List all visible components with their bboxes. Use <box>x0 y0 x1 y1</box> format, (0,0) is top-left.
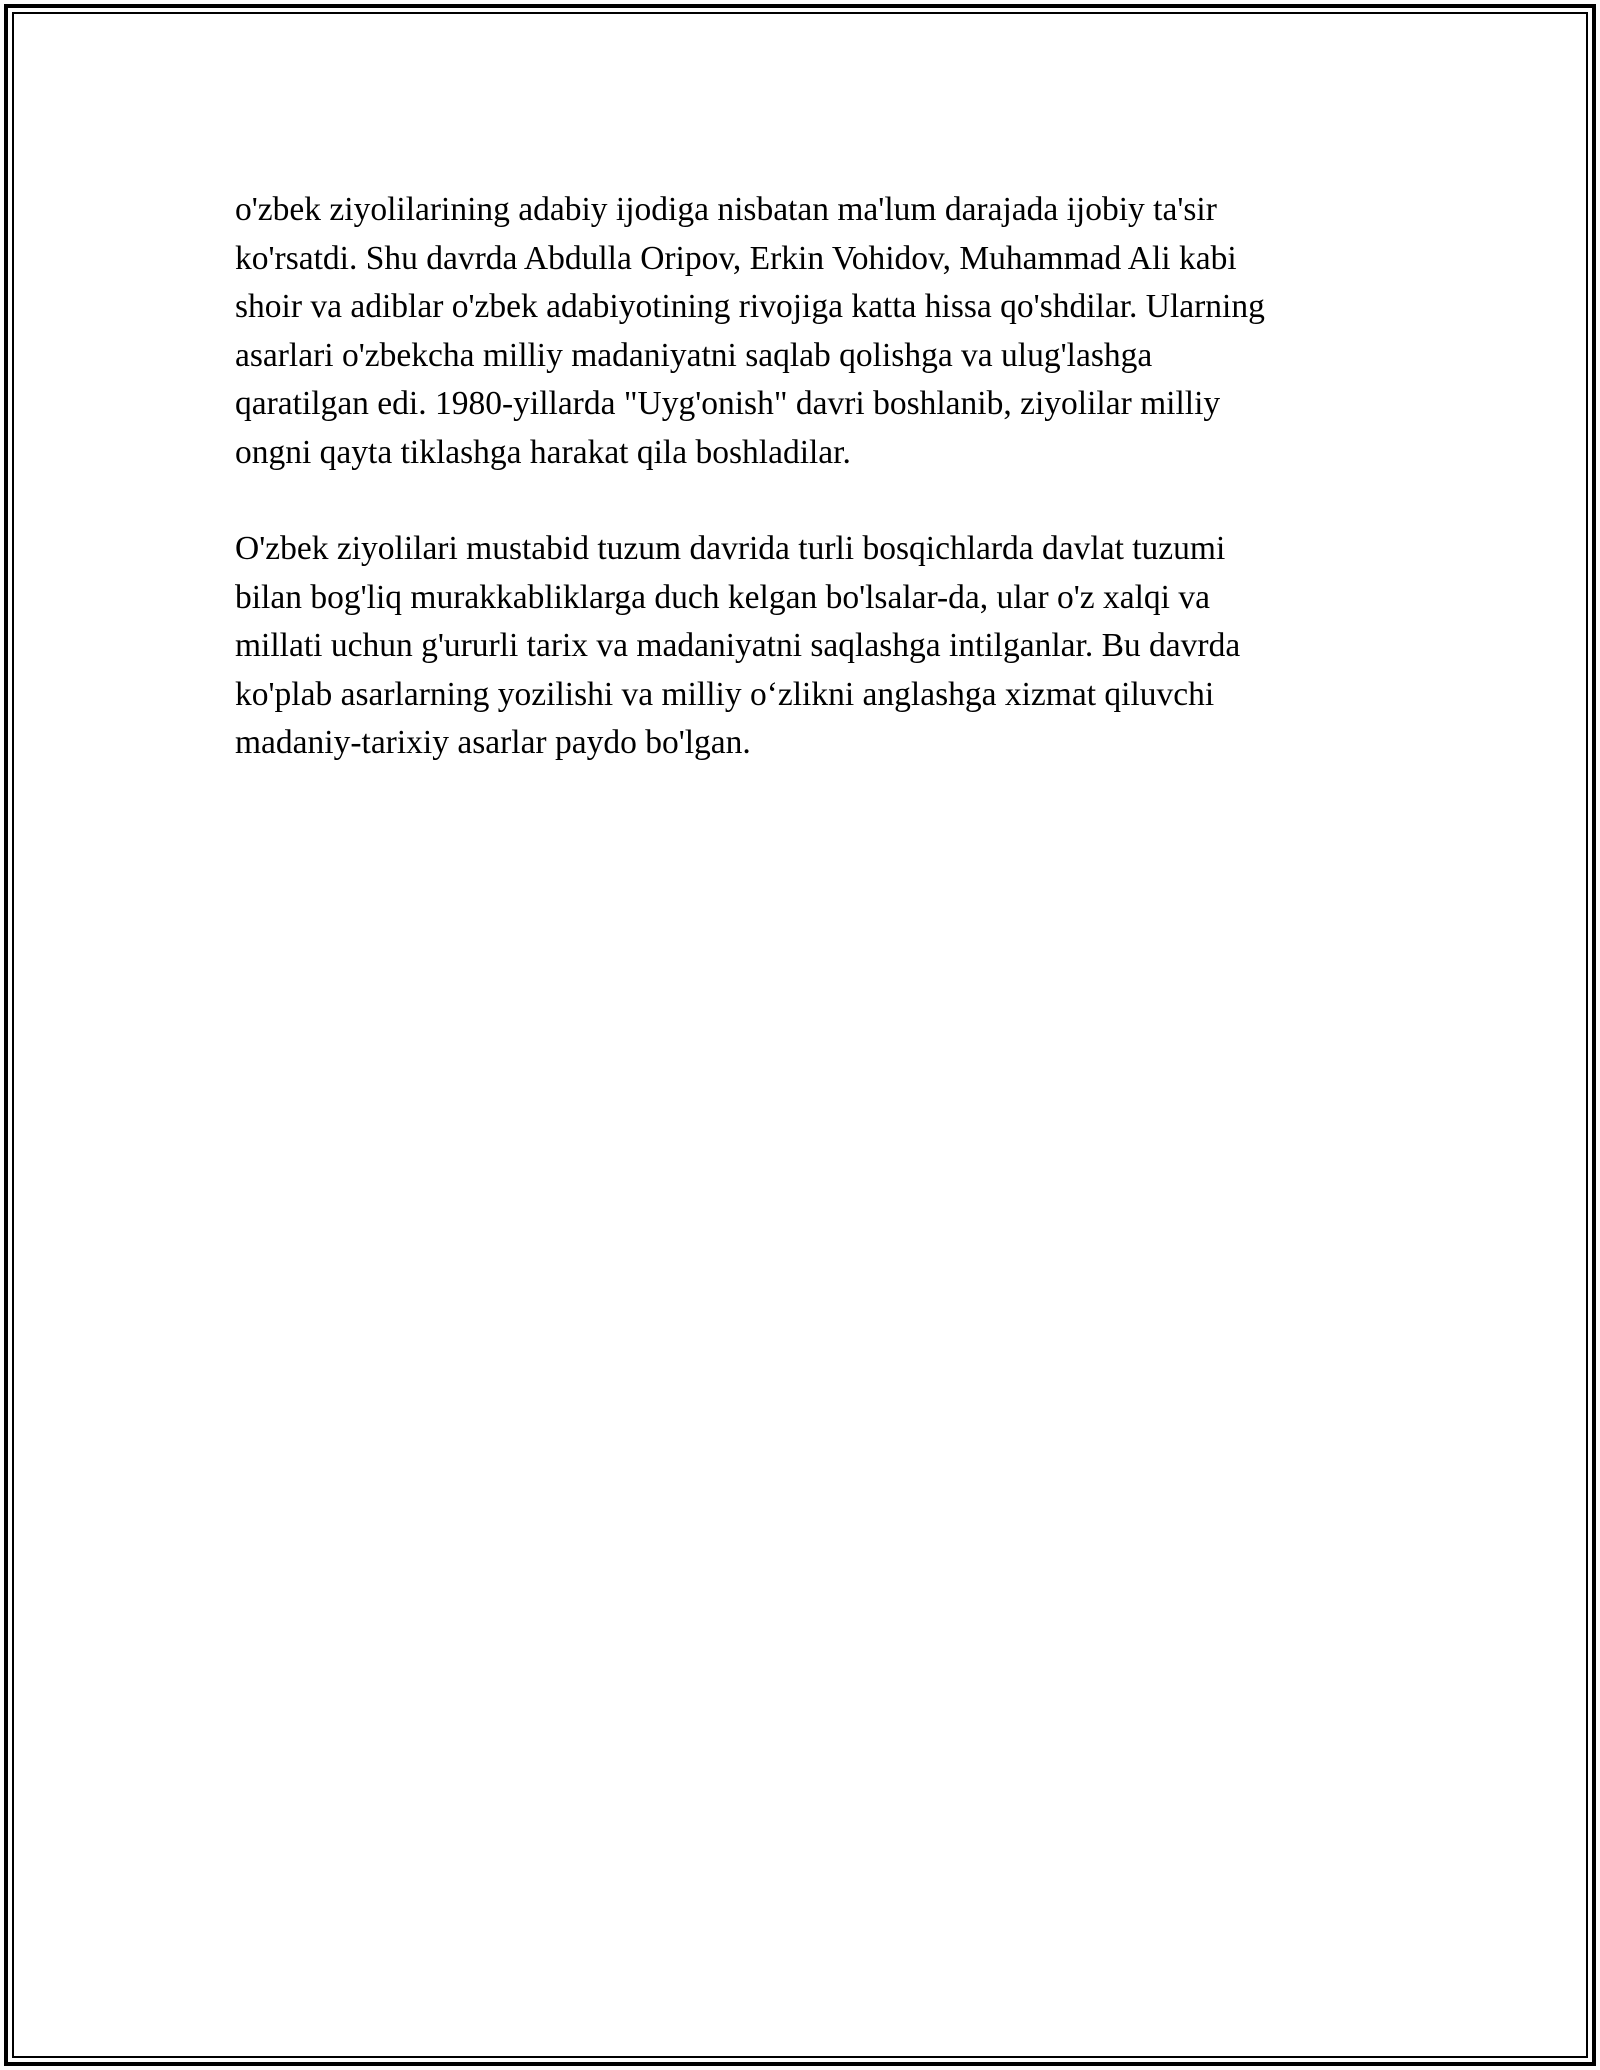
paragraph-1-line-2: ko'rsatdi. Shu davrda Abdulla Oripov, Erkin Vohidov, Muhammad Ali kabi <box>235 239 1237 277</box>
document-body <box>235 186 1375 768</box>
paragraph-2-line-3: millati uchun g'ururli tarix va madaniyatni saqlashga intilganlar. Bu davrda <box>235 627 1241 664</box>
paragraph-2 <box>235 525 1375 768</box>
paragraph-1-line-5: qaratilgan edi. 1980-yillarda "Uyg'onish" davri boshlanib, ziyolilar milliy <box>235 385 1221 422</box>
paragraph-1-line-4: asarlari o'zbekcha milliy madaniyatni saqlab qolishga va ulug'lashga <box>235 336 1153 374</box>
paragraph-2-line-5: madaniy-tarixiy asarlar paydo bo'lgan. <box>235 724 751 761</box>
paragraph-2-line-2: bilan bog'liq murakkabliklarga duch kelgan bo'lsalar-da, ular o'z xalqi va <box>235 578 1210 616</box>
paragraph-2-line-4: ko'plab asarlarning yozilishi va milliy o‘zlikni anglashga xizmat qiluvchi <box>235 675 1215 713</box>
paragraph-1-line-1: o'zbek ziyolilarining adabiy ijodiga nisbatan ma'lum darajada ijobiy ta'sir <box>235 191 1217 228</box>
paragraph-1-line-6: ongni qayta tiklashga harakat qila boshladilar. <box>235 433 851 471</box>
paragraph-1 <box>235 186 1375 477</box>
paragraph-1-line-3: shoir va adiblar o'zbek adabiyotining rivojiga katta hissa qo'shdilar. Ularning <box>235 288 1265 325</box>
paragraph-2-line-1: O'zbek ziyolilari mustabid tuzum davrida turli bosqichlarda davlat tuzumi <box>235 530 1226 567</box>
